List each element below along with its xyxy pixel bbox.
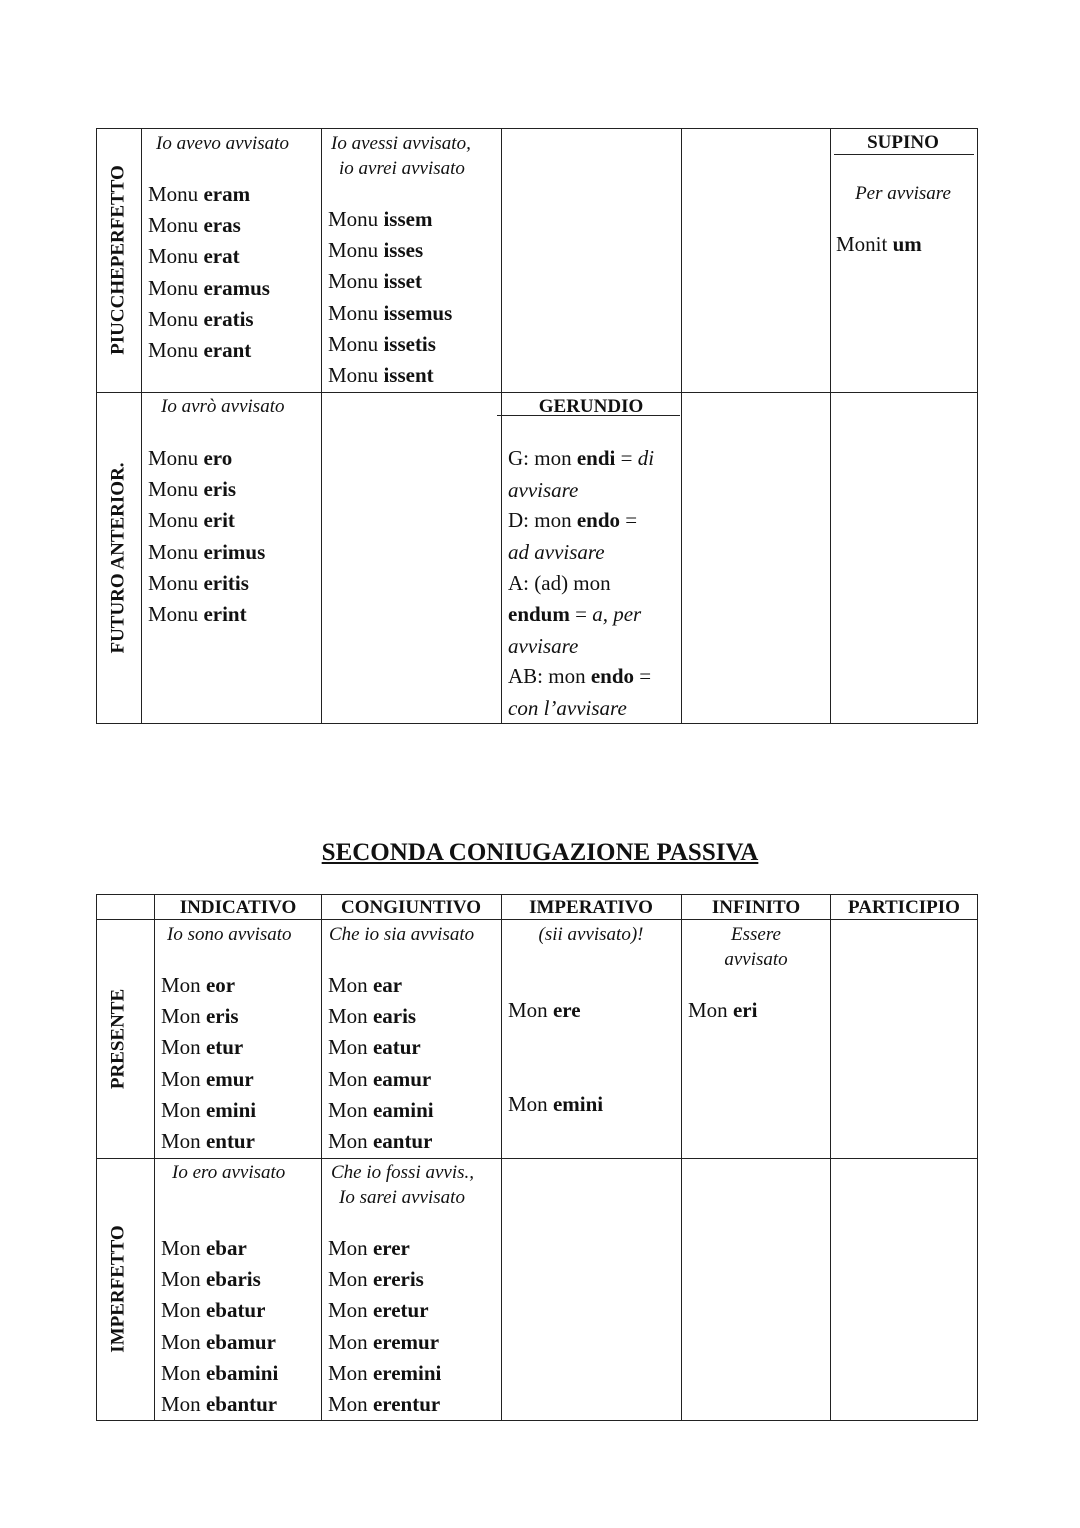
form-stem: Mon: [161, 1035, 206, 1059]
imperfect-subj-form: [328, 1363, 441, 1384]
pluperfect-subj-form: [328, 209, 432, 230]
imperfect-subj-form: [328, 1332, 439, 1353]
table-line: [96, 919, 978, 920]
gerund-ablative-meaning: con l’avvisare: [508, 696, 627, 720]
present-ind-form: [161, 1069, 254, 1090]
form-ending: ebamur: [205, 1330, 276, 1354]
present-imp-title: (sii avvisato)!: [538, 924, 644, 945]
form-stem: Monu: [148, 477, 204, 501]
form-stem: Mon: [161, 1098, 206, 1122]
form-ending: erentur: [372, 1392, 441, 1416]
table-line: [977, 894, 978, 1421]
form-stem: Monu: [328, 363, 384, 387]
form-ending: ebatur: [205, 1298, 266, 1322]
form-stem: Monu: [328, 269, 384, 293]
form-stem: Mon: [161, 1267, 206, 1291]
form-stem: Monu: [328, 301, 384, 325]
form-ending: emur: [205, 1067, 254, 1091]
form-stem: Mon: [161, 1129, 206, 1153]
form-stem: Mon: [161, 1236, 206, 1260]
table-line: [96, 392, 978, 393]
form-ending: eremur: [372, 1330, 440, 1354]
imperfect-subj-title-1: Che io fossi avvis.,: [331, 1162, 475, 1183]
table-line: [141, 128, 142, 724]
table-line: [96, 1158, 978, 1159]
present-subj-form: [328, 1037, 421, 1058]
gerund-accusative-meaning: avvisare: [508, 634, 579, 658]
form-ending: erer: [372, 1236, 410, 1260]
present-subj-form: [328, 1006, 416, 1027]
form-stem: Mon: [328, 1330, 373, 1354]
pluperfect-subj-title-1: Io avessi avvisato,: [331, 133, 471, 154]
gerund-dative-meaning: ad avvisare: [508, 540, 605, 564]
gerund-accusative-ending: endum = a, per: [508, 602, 642, 626]
imperfect-ind-form: [161, 1332, 276, 1353]
table-line: [96, 128, 97, 724]
form-ending: issent: [383, 363, 434, 387]
form-ending: eremini: [372, 1361, 442, 1385]
table-line: [681, 128, 682, 724]
form-stem: Mon: [328, 1392, 373, 1416]
form-stem: Mon: [161, 1361, 206, 1385]
form-stem: Mon: [161, 973, 206, 997]
pluperfect-subj-form: [328, 334, 436, 355]
form-ending: isses: [383, 238, 424, 262]
present-inf-title-1: Essere: [731, 924, 781, 945]
form-ending: eor: [205, 973, 236, 997]
form-ending: eantur: [372, 1129, 433, 1153]
form-ending: ero: [203, 446, 233, 470]
col-header-infinitive: INFINITO: [711, 897, 801, 918]
form-ending: erat: [203, 244, 240, 268]
form-stem: Mon: [161, 1298, 206, 1322]
form-ending: entur: [205, 1129, 255, 1153]
form-ending: erimus: [203, 540, 266, 564]
form-stem: Monu: [148, 276, 204, 300]
table-line: [321, 128, 322, 724]
present-inf-form: Mon eri: [688, 998, 758, 1022]
form-ending: issetis: [383, 332, 436, 356]
gerund-genitive: G: mon endi = di: [508, 446, 655, 470]
present-ind-form: [161, 1037, 243, 1058]
form-ending: eamur: [372, 1067, 432, 1091]
present-ind-form: [161, 1131, 255, 1152]
present-ind-form: [161, 1006, 239, 1027]
form-stem: Mon: [328, 1298, 373, 1322]
pluperfect-ind-form: [148, 246, 240, 267]
form-ending: eratis: [203, 307, 254, 331]
supine-form: Monit um: [836, 232, 922, 256]
table-line: [830, 894, 831, 1421]
present-ind-form: [161, 975, 235, 996]
pluperfect-ind-form: [148, 340, 251, 361]
table-line: [96, 1420, 978, 1421]
table-line: [501, 894, 502, 1421]
supine-meaning: Per avvisare: [855, 183, 951, 204]
col-header-imperative: IMPERATIVO: [529, 897, 653, 918]
form-stem: Mon: [161, 1067, 206, 1091]
form-stem: Mon: [328, 1361, 373, 1385]
form-ending: earis: [372, 1004, 417, 1028]
row-label-pluperfect: PIUCCHEPERFETTO: [107, 165, 129, 355]
gerund-ablative: AB: mon endo =: [508, 664, 652, 688]
form-stem: Mon: [328, 1067, 373, 1091]
form-ending: ear: [372, 973, 403, 997]
present-imp-form-1: Mon ere: [508, 998, 581, 1022]
form-ending: eritis: [203, 571, 249, 595]
form-stem: Monu: [148, 571, 204, 595]
present-imp-form-2: Mon emini: [508, 1092, 604, 1116]
form-stem: Monu: [148, 446, 204, 470]
form-stem: Monu: [148, 244, 204, 268]
table-line: [501, 128, 502, 724]
form-ending: etur: [205, 1035, 244, 1059]
section-title: SECONDA CONIUGAZIONE PASSIVA: [321, 839, 759, 866]
row-label-present: PRESENTE: [107, 988, 129, 1090]
present-subj-form: [328, 1100, 434, 1121]
imperfect-ind-form: [161, 1300, 265, 1321]
present-subj-form: [328, 1069, 431, 1090]
form-stem: Monu: [148, 540, 204, 564]
form-ending: ebantur: [205, 1392, 278, 1416]
form-stem: Mon: [328, 1035, 373, 1059]
present-inf-title-2: avvisato: [724, 949, 788, 970]
form-stem: Monu: [148, 213, 204, 237]
present-subj-form: [328, 1131, 432, 1152]
col-header-indicative: INDICATIVO: [179, 897, 297, 918]
pluperfect-ind-title: Io avevo avvisato: [156, 133, 289, 154]
imperfect-subj-form: [328, 1300, 429, 1321]
future-perfect-ind-form: [148, 604, 247, 625]
form-ending: ebar: [205, 1236, 247, 1260]
pluperfect-ind-form: [148, 309, 254, 330]
form-ending: eatur: [372, 1035, 421, 1059]
form-ending: isset: [383, 269, 422, 293]
imperfect-subj-form: [328, 1269, 424, 1290]
present-subj-form: [328, 975, 402, 996]
future-perfect-ind-form: [148, 510, 235, 531]
form-ending: issem: [383, 207, 433, 231]
form-ending: erant: [203, 338, 252, 362]
table-line: [681, 894, 682, 1421]
imperfect-subj-form: [328, 1394, 440, 1415]
imperfect-subj-form: [328, 1238, 410, 1259]
form-ending: erit: [203, 508, 235, 532]
imperfect-ind-form: [161, 1394, 277, 1415]
pluperfect-subj-title-2: io avrei avvisato: [339, 158, 465, 179]
pluperfect-ind-form: [148, 215, 241, 236]
form-ending: ebaris: [205, 1267, 261, 1291]
table-line: [96, 723, 978, 724]
gerund-genitive-meaning: avvisare: [508, 478, 579, 502]
form-stem: Mon: [328, 1098, 373, 1122]
table-line: [977, 128, 978, 724]
present-ind-form: [161, 1100, 256, 1121]
supine-header: SUPINO: [867, 132, 939, 153]
table-line: [96, 894, 978, 895]
form-stem: Mon: [328, 1267, 373, 1291]
form-stem: Mon: [328, 1129, 373, 1153]
future-perfect-ind-form: [148, 448, 232, 469]
form-stem: Monu: [148, 307, 204, 331]
form-stem: Mon: [328, 973, 373, 997]
form-ending: eris: [203, 477, 237, 501]
form-stem: Mon: [161, 1004, 206, 1028]
form-ending: issemus: [383, 301, 453, 325]
form-ending: eris: [205, 1004, 239, 1028]
table-line: [154, 894, 155, 1421]
form-stem: Mon: [161, 1392, 206, 1416]
imperfect-ind-title: Io ero avvisato: [172, 1162, 286, 1183]
form-stem: Monu: [328, 238, 384, 262]
table-line: [96, 894, 97, 1421]
form-stem: Mon: [328, 1004, 373, 1028]
form-stem: Monu: [148, 508, 204, 532]
form-ending: erint: [203, 602, 247, 626]
form-ending: emini: [205, 1098, 257, 1122]
pluperfect-subj-form: [328, 365, 434, 386]
imperfect-ind-form: [161, 1363, 278, 1384]
form-ending: ereris: [372, 1267, 424, 1291]
form-stem: Monu: [328, 332, 384, 356]
pluperfect-ind-form: [148, 278, 270, 299]
row-label-future-perfect: FUTURO ANTERIOR.: [107, 462, 129, 654]
supine-underline: [834, 154, 974, 155]
form-ending: eras: [203, 213, 241, 237]
gerund-header: GERUNDIO: [538, 396, 644, 417]
form-stem: Monu: [148, 182, 204, 206]
imperfect-subj-title-2: Io sarei avvisato: [339, 1187, 465, 1208]
form-stem: Monu: [328, 207, 384, 231]
future-perfect-ind-form: [148, 542, 265, 563]
form-stem: Mon: [161, 1330, 206, 1354]
form-stem: Monu: [148, 602, 204, 626]
future-perfect-ind-form: [148, 573, 249, 594]
col-header-participle: PARTICIPIO: [848, 897, 960, 918]
row-label-imperfect: IMPERFETTO: [107, 1225, 129, 1353]
pluperfect-subj-form: [328, 240, 423, 261]
imperfect-ind-form: [161, 1238, 247, 1259]
form-ending: ebamini: [205, 1361, 279, 1385]
pluperfect-subj-form: [328, 303, 452, 324]
gerund-dative: D: mon endo =: [508, 508, 638, 532]
pluperfect-ind-form: [148, 184, 250, 205]
future-perfect-ind-title: Io avrò avvisato: [161, 396, 285, 417]
form-ending: eretur: [372, 1298, 429, 1322]
present-subj-title: Che io sia avvisato: [329, 924, 475, 945]
table-line: [830, 128, 831, 724]
pluperfect-subj-form: [328, 271, 422, 292]
table-line: [321, 894, 322, 1421]
table-line: [96, 128, 978, 129]
future-perfect-ind-form: [148, 479, 236, 500]
present-ind-title: Io sono avvisato: [167, 924, 292, 945]
form-stem: Monu: [148, 338, 204, 362]
imperfect-ind-form: [161, 1269, 261, 1290]
gerund-accusative: A: (ad) mon: [508, 571, 611, 595]
form-ending: eram: [203, 182, 251, 206]
form-ending: eamini: [372, 1098, 434, 1122]
form-stem: Mon: [328, 1236, 373, 1260]
col-header-subjunctive: CONGIUNTIVO: [340, 897, 482, 918]
form-ending: eramus: [203, 276, 270, 300]
